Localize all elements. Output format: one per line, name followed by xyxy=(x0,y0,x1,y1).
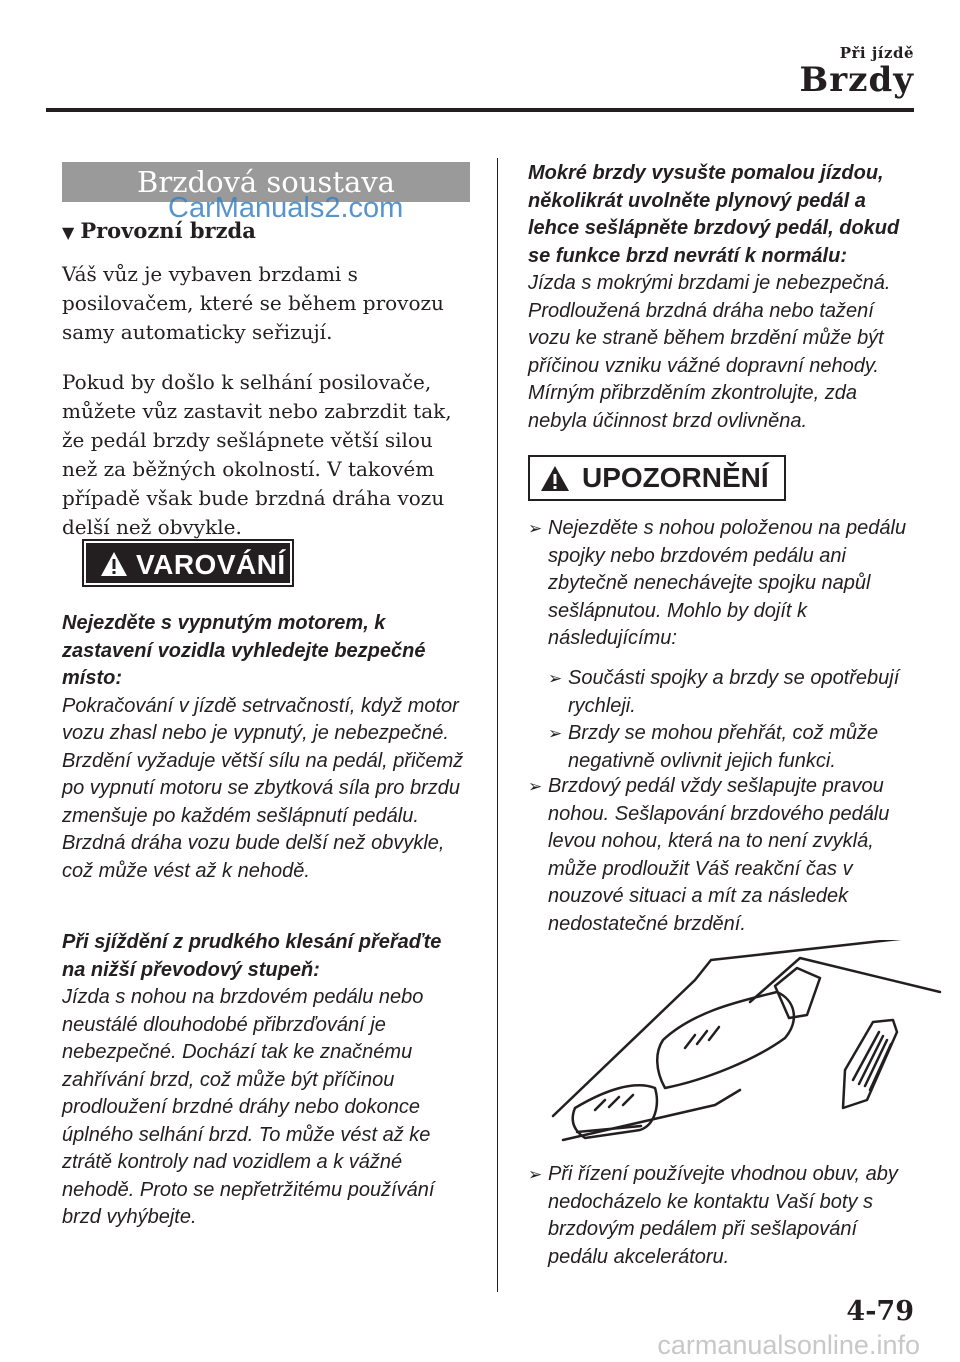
caution-triangle-icon xyxy=(540,465,570,492)
bullet-2 xyxy=(528,773,918,938)
caution-badge xyxy=(528,455,786,501)
sub-bullet-1-text: Součásti spojky a brzdy se opotřebují rychleji. xyxy=(568,667,900,717)
warning-triangle-icon xyxy=(100,551,128,577)
paragraph-2: Pokud by došlo k selhání posilovače, můžete vůz zastavit nebo zabrzdit tak, že pedál brzdy sešlápnete větší silou než za běžných okolností. V takovém případě však bude brzdná dráha vozu delší než obvykle. xyxy=(62,370,452,539)
page-number: 4-79 xyxy=(846,1296,914,1327)
warning-2-title: Při sjíždění z prudkého klesání přeřaďte na nižší převodový stupeň: xyxy=(62,931,442,981)
page-title: Brzdy xyxy=(799,60,914,100)
bullet-2-text: Brzdový pedál vždy sešlapujte pravou nohou. Sešlapování brzdového pedálu levou nohou, která na to není zvyklá, může prodloužit Váš reakční čas v nouzové situaci a mít za následek nedostatečné brzdění. xyxy=(548,775,890,935)
bullet-3-text: Při řízení používejte vhodnou obuv, aby nedocházelo ke kontaktu Vaší boty s brzdovým pedálem při sešlapování pedálu akcelerátoru. xyxy=(548,1163,898,1268)
header-section: Při jízdě xyxy=(839,44,914,62)
warning-1 xyxy=(62,610,467,885)
caution-label: UPOZORNĚNÍ xyxy=(582,462,769,493)
paragraph-1: Váš vůz je vybaven brzdami s posilovačem, které se během provozu samy automaticky seřizují. xyxy=(62,262,444,344)
subheading xyxy=(62,218,256,243)
warning-badge xyxy=(82,539,294,587)
warning-3 xyxy=(528,160,918,435)
section-title: Brzdová soustava xyxy=(137,165,395,199)
watermark-link[interactable]: CarManuals2.com xyxy=(168,192,404,224)
header-rule xyxy=(46,108,914,112)
arrow-bullet-icon: ➢ xyxy=(528,1165,543,1184)
warning-label: VAROVÁNÍ xyxy=(136,549,286,580)
bullet-1-text: Nejezděte s nohou položenou na pedálu spojky nebo brzdovém pedálu ani zbytečně nenechávejte spojku napůl sešlápnutou. Mohlo by dojít k následujícímu: xyxy=(548,517,907,649)
warning-1-title: Nejezděte s vypnutým motorem, k zastavení vozidla vyhledejte bezpečné místo: xyxy=(62,612,426,689)
warning-2 xyxy=(62,929,467,1232)
warning-2-body: Jízda s nohou na brzdovém pedálu nebo neustálé dlouhodobé přibrzďování je nebezpečné. Dochází tak ke značnému zahřívání brzd, což může být příčinou prodloužení brzdné dráhy nebo dokonce úplného selhání brzd. To může vést až ke ztrátě kontroly nad vozidlem a k vážné nehodě. Proto se nepřetržitému používání brzd vyhýbejte. xyxy=(62,986,435,1228)
bullet-1 xyxy=(528,515,918,653)
subheading-text: Provozní brzda xyxy=(80,218,256,243)
warning-3-body: Jízda s mokrými brzdami je nebezpečná. Prodloužená brzdná dráha nebo tažení vozu ke straně během brzdění může být příčinou vzniku vážné dopravní nehody. Mírným přibrzděním zkontrolujte, zda nebyla účinnost brzd ovlivněna. xyxy=(528,272,891,432)
column-divider xyxy=(497,158,498,1292)
arrow-bullet-icon: ➢ xyxy=(548,669,563,688)
warning-1-body: Pokračování v jízdě setrvačností, když motor vozu zhasl nebo je vypnutý, je nebezpečné. Brzdění vyžaduje větší sílu na pedál, přičemž po vypnutí motoru se zbytková síla pro brzdu zmenšuje po každém sešlápnutí pedálu. Brzdná dráha vozu bude delší než obvykle, což může vést až k nehodě. xyxy=(62,694,464,882)
arrow-bullet-icon: ➢ xyxy=(548,724,563,743)
pedal-illustration xyxy=(545,940,945,1162)
sub-bullet-1 xyxy=(548,665,913,720)
sub-bullet-2 xyxy=(548,720,913,775)
triangle-down-icon: ▼ xyxy=(62,223,75,242)
bullet-3 xyxy=(528,1161,918,1271)
arrow-bullet-icon: ➢ xyxy=(528,519,543,538)
sub-bullet-2-text: Brzdy se mohou přehřát, což může negativně ovlivnit jejich funkci. xyxy=(568,722,879,772)
arrow-bullet-icon: ➢ xyxy=(528,777,543,796)
warning-3-title: Mokré brzdy vysušte pomalou jízdou, několikrát uvolněte plynový pedál a lehce sešlápněte brzdový pedál, dokud se funkce brzd nevrátí k normálu: xyxy=(528,162,900,267)
footer-watermark[interactable]: carmanualsonline.info xyxy=(657,1330,920,1360)
